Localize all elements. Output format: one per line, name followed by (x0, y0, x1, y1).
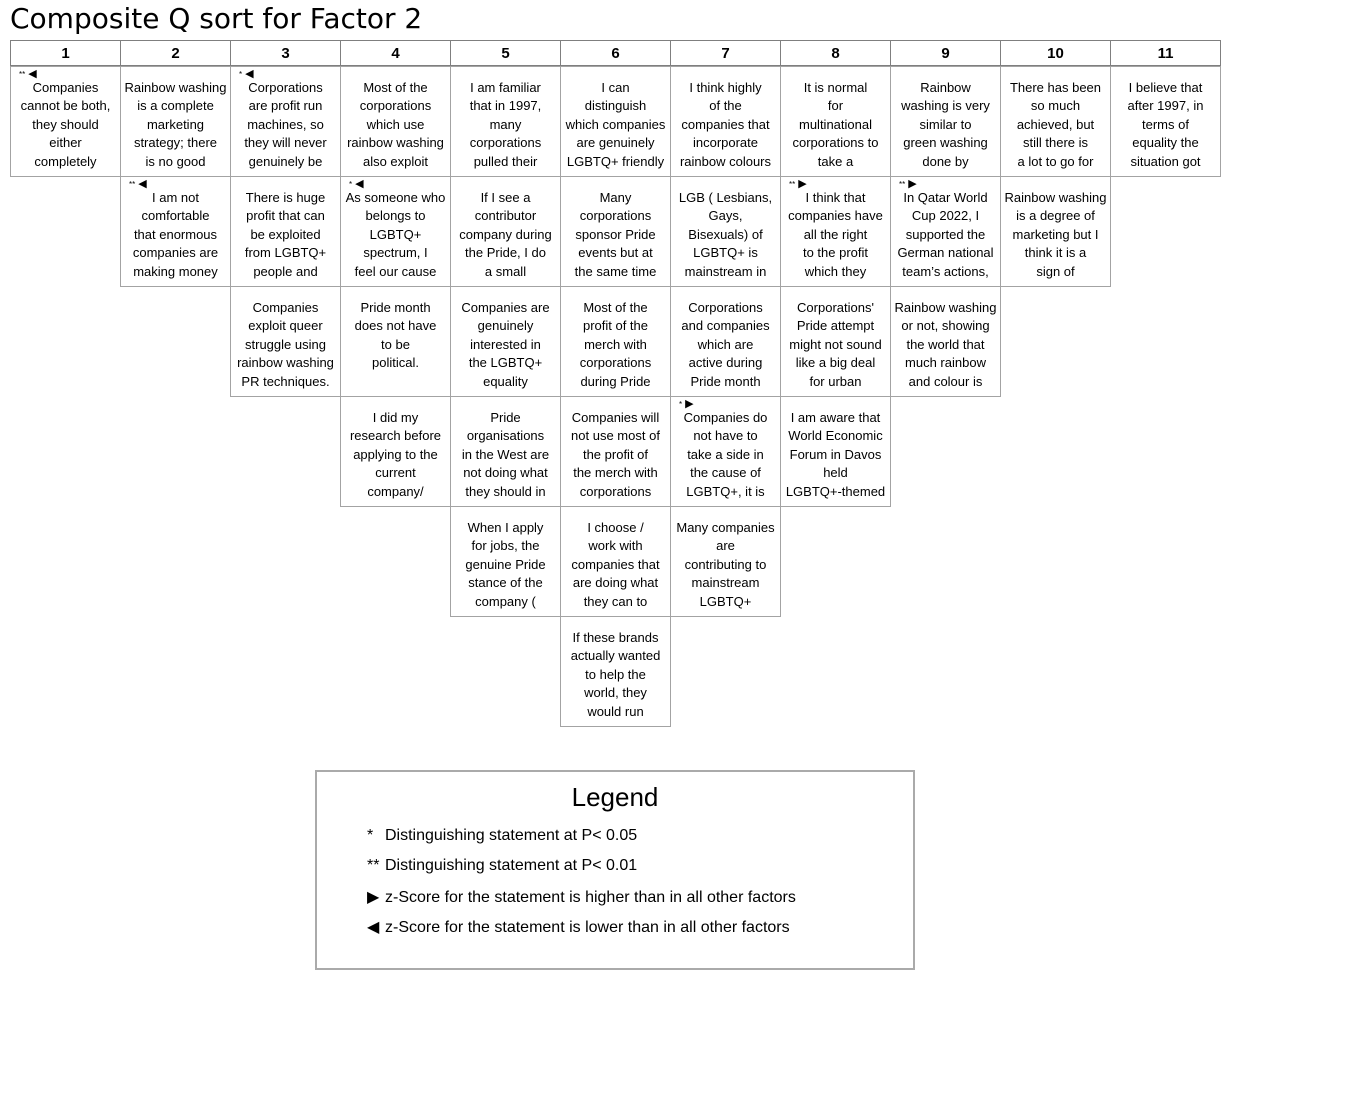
column-header: 10 (1000, 40, 1111, 66)
legend-text: z-Score for the statement is lower than in all other factors (385, 919, 790, 936)
statement-card (560, 616, 671, 727)
significance-stars: * (239, 70, 243, 79)
column-header: 6 (560, 40, 671, 66)
statement-card (560, 506, 671, 617)
significance-stars: ** (899, 180, 906, 189)
statement-card (340, 66, 451, 177)
statement-card (120, 66, 231, 177)
statement-card (230, 286, 341, 397)
statement-card (1000, 176, 1111, 287)
statement-card (230, 176, 341, 287)
column-header: 4 (340, 40, 451, 66)
statement-text: Companies will not use most of the profit of the merch with corporations (571, 410, 660, 499)
column-header: 7 (670, 40, 781, 66)
statement-text: If these brands actually wanted to help the world, they would run (570, 630, 661, 719)
statement-card (230, 66, 341, 177)
lower-zscore-arrow-icon: ◀ (355, 178, 364, 190)
significance-stars: ** (129, 180, 136, 189)
statement-card (120, 176, 231, 287)
statement-card (450, 396, 561, 507)
column-header: 2 (120, 40, 231, 66)
lower-zscore-arrow-icon: ◀ (28, 68, 37, 80)
statement-text: Rainbow washing or not, showing the world that much rainbow and colour is (894, 300, 997, 389)
legend-text: Distinguishing statement at P< 0.05 (385, 827, 638, 844)
column-header: 3 (230, 40, 341, 66)
legend-item (367, 887, 796, 907)
statement-text: I did my research before applying to the current company/ (349, 410, 442, 499)
statement-text: In Qatar World Cup 2022, I supported the German national team’s actions, (897, 190, 994, 279)
statement-card (560, 176, 671, 287)
legend-symbol: ◀ (367, 919, 380, 936)
statement-text: Many corporations sponsor Pride events but at the same time (574, 190, 657, 279)
statement-text: I think that companies have all the right to the profit which they (788, 190, 883, 279)
statement-card (340, 396, 451, 507)
statement-card (780, 66, 891, 177)
legend-text: z-Score for the statement is higher than in all other factors (385, 889, 796, 906)
statement-card (10, 66, 121, 177)
significance-stars: ** (19, 70, 26, 79)
statement-text: Rainbow washing is a degree of marketing but I think it is a sign of (1004, 190, 1107, 279)
higher-zscore-arrow-icon: ▶ (908, 178, 917, 190)
statement-text: Most of the profit of the merch with corporations during Pride (579, 300, 652, 389)
statement-text: Companies are genuinely interested in the LGBTQ+ equality (461, 300, 550, 389)
statement-text: Corporations and companies which are active during Pride month (681, 300, 770, 389)
statement-text: Companies exploit queer struggle using rainbow washing PR techniques. (237, 300, 334, 389)
significance-stars: * (679, 400, 683, 409)
page-title: Composite Q sort for Factor 2 (10, 2, 423, 35)
statement-card (670, 66, 781, 177)
q-sort-grid (10, 40, 1220, 730)
statement-text: As someone who belongs to LGBTQ+ spectrum, I feel our cause (345, 190, 446, 279)
statement-card (450, 176, 561, 287)
column-header: 8 (780, 40, 891, 66)
statement-card (560, 286, 671, 397)
legend-item (367, 917, 790, 937)
legend-symbol: * (367, 827, 374, 844)
statement-text: Companies do not have to take a side in the cause of LGBTQ+, it is (683, 410, 768, 499)
statement-text: Corporations are profit run machines, so they will never genuinely be (244, 80, 327, 169)
statement-text: Rainbow washing is a complete marketing strategy; there is no good (124, 80, 227, 169)
statement-text: I am aware that World Economic Forum in Davos held LGBTQ+-themed (785, 410, 886, 499)
legend-item (367, 827, 637, 845)
statement-card (670, 286, 781, 397)
statement-card (560, 66, 671, 177)
statement-text: Many companies are contributing to mainstream LGBTQ+ (676, 520, 775, 609)
lower-zscore-arrow-icon: ◀ (245, 68, 254, 80)
statement-text: Corporations' Pride attempt might not sound like a big deal for urban (789, 300, 882, 389)
higher-zscore-arrow-icon: ▶ (798, 178, 807, 190)
statement-text: Pride organisations in the West are not doing what they should in (461, 410, 550, 499)
statement-text: I think highly of the companies that incorporate rainbow colours (679, 80, 772, 169)
statement-card (670, 506, 781, 617)
legend-symbol: ** (367, 857, 380, 874)
legend-symbol: ▶ (367, 889, 380, 906)
statement-card (890, 286, 1001, 397)
column-header: 5 (450, 40, 561, 66)
statement-card (670, 176, 781, 287)
statement-text: There is huge profit that can be exploited from LGBTQ+ people and (244, 190, 327, 279)
statement-card (890, 66, 1001, 177)
statement-text: I choose / work with companies that are doing what they can to (571, 520, 660, 609)
statement-text: Most of the corporations which use rainbow washing also exploit (347, 80, 444, 169)
statement-text: I believe that after 1997, in terms of equality the situation got (1127, 80, 1204, 169)
statement-text: I can distinguish which companies are genuinely LGBTQ+ friendly (565, 80, 666, 169)
statement-card (890, 176, 1001, 287)
statement-card (450, 66, 561, 177)
statement-text: LGB ( Lesbians, Gays, Bisexuals) of LGBTQ+ is mainstream in (678, 190, 773, 279)
statement-text: Rainbow washing is very similar to green washing done by (901, 80, 990, 169)
statement-text: When I apply for jobs, the genuine Pride stance of the company ( (465, 520, 546, 609)
legend-text: Distinguishing statement at P< 0.01 (385, 857, 638, 874)
statement-text: If I see a contributor company during the Pride, I do a small (459, 190, 552, 279)
statement-card (1110, 66, 1221, 177)
statement-text: There has been so much achieved, but still there is a lot to go for (1009, 80, 1102, 169)
column-header: 11 (1110, 40, 1221, 66)
statement-card (450, 286, 561, 397)
significance-stars: * (349, 180, 353, 189)
column-header: 1 (10, 40, 121, 66)
lower-zscore-arrow-icon: ◀ (138, 178, 147, 190)
higher-zscore-arrow-icon: ▶ (685, 398, 694, 410)
statement-card (340, 176, 451, 287)
statement-text: I am not comfortable that enormous companies are making money (132, 190, 219, 279)
statement-card (340, 286, 451, 397)
legend-title: Legend (571, 782, 659, 812)
statement-card (670, 396, 781, 507)
statement-text: It is normal for multinational corporations to take a (792, 80, 879, 169)
legend-box (315, 770, 915, 970)
statement-card (780, 176, 891, 287)
statement-text: Pride month does not have to be political. (354, 300, 437, 371)
statement-card (780, 396, 891, 507)
statement-text: Companies cannot be both, they should either completely (20, 80, 111, 169)
statement-card (560, 396, 671, 507)
statement-text: I am familiar that in 1997, many corporations pulled their (469, 80, 542, 169)
statement-card (780, 286, 891, 397)
legend-item (367, 857, 637, 875)
statement-card (1000, 66, 1111, 177)
significance-stars: ** (789, 180, 796, 189)
statement-card (450, 506, 561, 617)
column-header: 9 (890, 40, 1001, 66)
